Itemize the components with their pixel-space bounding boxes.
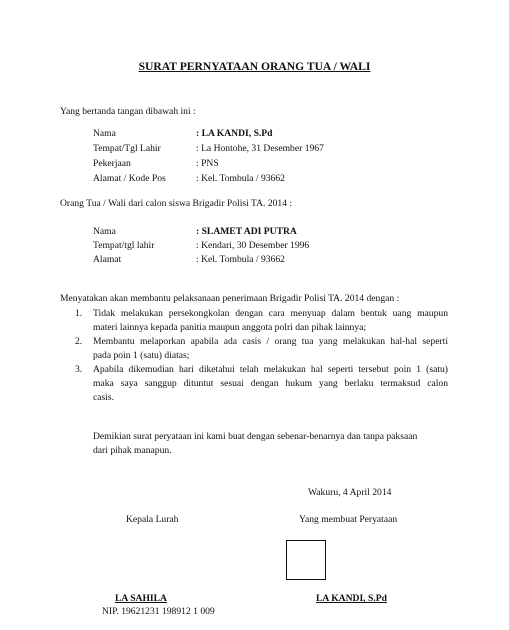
point-line: Apabila dikemudian hari diketahui telah melakukan hal seperti tersebut poin 1 (satu) [93, 364, 448, 375]
field-value: : Kendari, 30 Desember 1996 [196, 240, 310, 251]
field-label: Tempat/tgl lahir [93, 240, 155, 251]
field-label: Nama [93, 128, 116, 139]
field-label: Alamat / Kode Pos [93, 173, 166, 184]
point-number: 3. [75, 364, 83, 375]
left-signer-role: Kepala Lurah [126, 514, 179, 525]
field-label: Pekerjaan [93, 158, 131, 169]
candidate-intro: Orang Tua / Wali dari calon siswa Brigadir Polisi TA. 2014 : [60, 198, 293, 209]
right-signer-name: LA KANDI, S.Pd [316, 593, 387, 604]
candidate-row-birth [0, 240, 509, 253]
field-value: : SLAMET ADI PUTRA [196, 226, 297, 237]
candidate-row-address [0, 254, 509, 267]
field-value: : Kel. Tombula / 93662 [196, 254, 285, 265]
point-line: maka saya sanggup dituntut sesuai dengan hukum yang berlaku termaksud calon [93, 378, 448, 389]
point-line: Membantu melaporkan apabila ada casis / orang tua yang melakukan hal-hal seperti [93, 336, 448, 347]
field-label: Tempat/Tgl Lahir [93, 143, 161, 154]
intro-text: Yang bertanda tangan dibawah ini : [60, 106, 196, 117]
candidate-row-name [0, 226, 509, 239]
document-title: SURAT PERNYATAAN ORANG TUA / WALI [138, 60, 371, 73]
field-label: Alamat [93, 254, 122, 265]
field-value: : LA KANDI, S.Pd [196, 128, 273, 139]
stamp-box [286, 540, 326, 580]
point-line: materi lainnya kepada panitia maupun anggota polri dan pihak lainnya; [93, 322, 367, 333]
closing-line: dari pihak manapun. [93, 445, 172, 456]
parent-row-birth [0, 143, 509, 156]
parent-row-address [0, 173, 509, 186]
left-signer-nip: NIP. 19621231 198912 1 009 [102, 606, 215, 617]
right-signer-role: Yang membuat Peryataan [299, 514, 398, 525]
field-value: : La Hontohe, 31 Desember 1967 [196, 143, 324, 154]
point-line: pada poin 1 (satu) diatas; [93, 350, 190, 361]
statement-intro: Menyatakan akan membantu pelaksanaan penerimaan Brigadir Polisi TA. 2014 dengan : [60, 293, 400, 304]
left-signer-name: LA SAHILA [115, 593, 167, 604]
parent-row-job [0, 158, 509, 171]
point-line: Tidak melakukan persekongkolan dengan cara menyuap dalam bentuk uang maupun [93, 308, 448, 319]
closing-line: Demikian surat peryataan ini kami buat dengan sebenar-benarnya dan tanpa paksaan [93, 431, 418, 442]
place-date: Wakuru, 4 April 2014 [308, 487, 392, 498]
field-value: : Kel. Tombula / 93662 [196, 173, 285, 184]
field-value: : PNS [196, 158, 219, 169]
point-number: 1. [75, 308, 83, 319]
point-line: casis. [93, 392, 115, 403]
field-label: Nama [93, 226, 116, 237]
parent-row-name [0, 128, 509, 141]
point-number: 2. [75, 336, 83, 347]
